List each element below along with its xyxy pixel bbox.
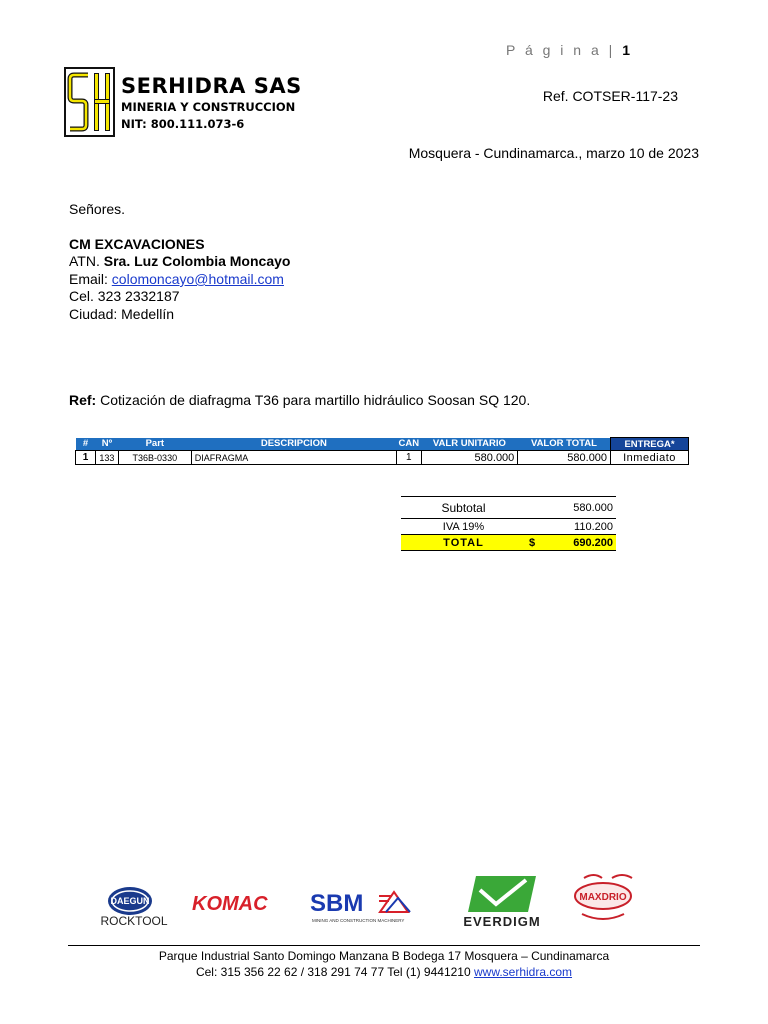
recipient-company: CM EXCAVACIONES <box>69 236 205 252</box>
row-part: T36B-0330 <box>118 451 191 465</box>
row-delivery: Inmediato <box>611 451 689 465</box>
everdigm-logo <box>463 876 540 929</box>
page-number: 1 <box>622 42 630 58</box>
header-delivery: ENTREGA* <box>611 438 689 451</box>
row-quantity: 1 <box>396 451 421 465</box>
total-row <box>401 535 616 551</box>
daegun-rocktool-logo <box>100 887 167 928</box>
subtotal-label: Subtotal <box>441 500 486 515</box>
sbm-sub-text: MINING AND CONSTRUCTION MACHINERY <box>312 918 405 923</box>
page-number-label <box>506 42 630 58</box>
quote-table-header <box>76 438 689 451</box>
total-label: TOTAL <box>443 536 484 549</box>
recipient-city: Ciudad: Medellín <box>69 306 175 322</box>
komac-logo <box>192 893 268 915</box>
row-unit-value: 580.000 <box>421 451 518 465</box>
komac-text: KOMAC <box>192 893 268 915</box>
quote-table <box>75 437 689 465</box>
footer-address: Parque Industrial Santo Domingo Manzana B Bodega 17 Mosquera – Cundinamarca <box>158 949 610 963</box>
company-logo <box>64 67 115 137</box>
row-index: 1 <box>76 451 96 465</box>
salutation: Señores. <box>69 201 126 217</box>
row-number: 133 <box>95 451 118 465</box>
footer-phones: Cel: 315 356 22 62 / 318 291 74 77 Tel (1) 9441210 <box>195 965 471 979</box>
iva-label: IVA 19% <box>442 520 485 533</box>
header-unit-value: VALR UNITARIO <box>421 438 518 451</box>
subject-line <box>69 392 530 409</box>
page-label: P á g i n a | <box>505 42 616 58</box>
header-description: DESCRIPCION <box>191 438 396 451</box>
company-nit: NIT: 800.111.073-6 <box>121 117 245 131</box>
daegun-text: DAEGUN <box>110 896 150 906</box>
iva-value: 110.200 <box>574 520 613 533</box>
recipient-phone: Cel. 323 2332187 <box>69 288 180 304</box>
sbm-text: SBM <box>310 890 364 917</box>
footer-divider <box>68 945 700 946</box>
iva-row <box>401 519 616 535</box>
footer-contact <box>0 965 768 979</box>
header-quantity: CAN <box>398 438 420 450</box>
email-link[interactable]: colomoncayo@hotmail.com <box>111 271 284 287</box>
subject-text: Cotización de diafragma T36 para martillo hidráulico Soosan SQ 120. <box>100 392 531 408</box>
reference-code: Ref. COTSER-117-23 <box>542 88 678 104</box>
attn-prefix: ATN. <box>69 253 100 269</box>
table-row <box>76 451 689 465</box>
header-total-value: VALOR TOTAL <box>518 438 611 451</box>
attn-name: Sra. Luz Colombia Moncayo <box>103 253 291 269</box>
total-currency: $ <box>529 536 536 549</box>
brand-logos-svg <box>96 870 666 930</box>
date-line: Mosquera - Cundinamarca., marzo 10 de 2023 <box>408 145 699 161</box>
maxdrill-logo <box>575 875 632 919</box>
maxdrill-text: MAXDRIO <box>579 892 627 903</box>
brand-logos <box>96 870 666 930</box>
row-total-value: 580.000 <box>518 451 611 465</box>
email-prefix: Email: <box>69 271 108 287</box>
row-description: DIAFRAGMA <box>191 451 396 465</box>
recipient-email <box>69 271 284 288</box>
everdigm-text: EVERDIGM <box>463 914 541 929</box>
total-value: 690.200 <box>573 536 613 549</box>
company-name: SERHIDRA SAS <box>121 74 302 98</box>
totals-table <box>401 496 616 551</box>
header-number: Nº <box>95 438 118 451</box>
serhidra-logo-icon <box>66 69 113 135</box>
sbm-logo <box>310 890 410 923</box>
header-part: Part <box>118 438 191 451</box>
recipient-attn <box>69 253 290 270</box>
company-tagline: MINERIA Y CONSTRUCCION <box>121 100 296 114</box>
header-index: # <box>76 438 96 451</box>
subject-prefix: Ref: <box>69 392 97 408</box>
subtotal-row <box>401 497 616 519</box>
subtotal-value: 580.000 <box>573 501 613 514</box>
website-link[interactable]: www.serhidra.com <box>473 965 573 979</box>
rocktool-text: ROCKTOOL <box>100 914 168 928</box>
